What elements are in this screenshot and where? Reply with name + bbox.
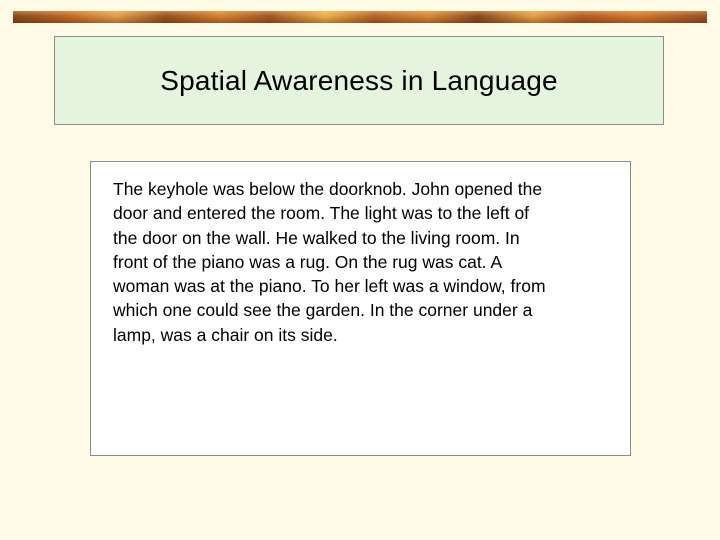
body-line: the door on the wall. He walked to the living room. In (113, 227, 520, 248)
body-line: door and entered the room. The light was to the left of (113, 203, 530, 224)
body-line: front of the piano was a rug. On the rug was cat. A (113, 251, 503, 272)
decorative-header-bar (13, 11, 707, 23)
body-line: which one could see the garden. In the corner under a (113, 300, 533, 321)
title-box (54, 36, 664, 125)
body-paragraph (113, 177, 612, 347)
body-line: woman was at the piano. To her left was a window, from (113, 276, 546, 297)
body-line: The keyhole was below the doorknob. John opened the (113, 179, 543, 199)
slide-title: Spatial Awareness in Language (160, 64, 558, 96)
content-box (90, 161, 631, 456)
body-line: lamp, was a chair on its side. (113, 324, 338, 345)
